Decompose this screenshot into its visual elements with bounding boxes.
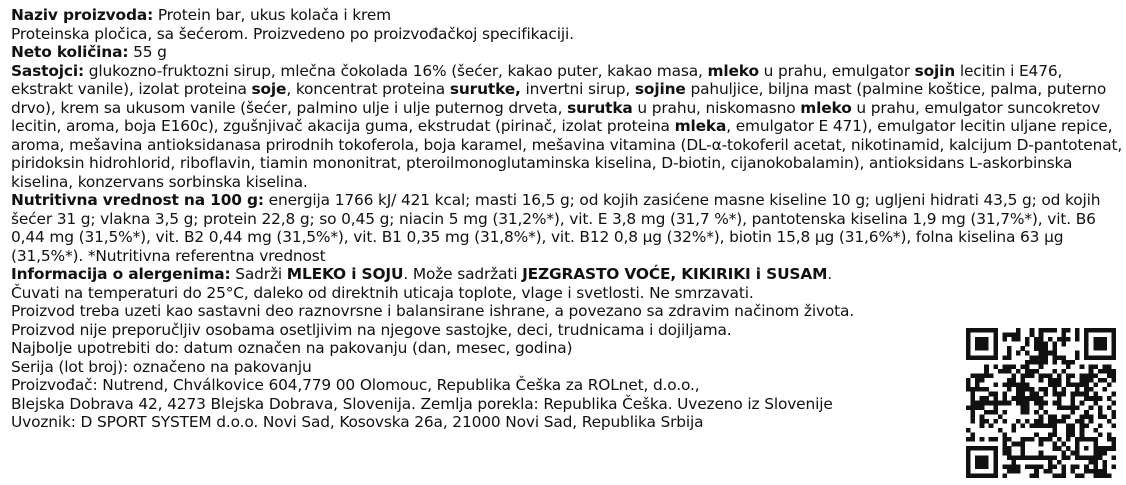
nutrition-values: energija 1766 kJ/ 421 kcal; masti 16,5 g; od kojih zasićene masne kiseline 10 g; ugljeni hidrati 43,5 g; od kojih šećer 31 g; vlakna 3,5 g; protein 22,8 g; so 0,45 g; niacin 5 mg (31,2%*), vit. E 3,8 mg (31,7 %*), pantotenska kiselina 1,9 mg (31,7%*), vit. B6 0,44 mg (31,5%*), vit. B2 0,44 mg (31,5%*), vit. B1 0,35 mg (31,8%*), vit. B12 0,8 µg (32%*), biotin 15,8 µg (31,6%*), folna kiselina 63 µg (31,5%*). *Nutritivna referentna vrednost — [11, 191, 1101, 265]
storage-instructions: Čuvati na temperaturi do 25°C, daleko od direktnih uticaja toplote, vlage i svetlosti. Ne smrzavati. — [11, 283, 754, 302]
ingredients — [11, 62, 1123, 192]
allergen-contains-text: Sadrži — [230, 265, 287, 283]
nutrition-facts — [11, 191, 1123, 265]
allergen-may-contain: JEZGRASTO VOĆE, KIKIRIKI i SUSAM — [522, 265, 828, 283]
allergen-milk: mleka — [674, 117, 727, 135]
importer: Uvoznik: D SPORT SYSTEM d.o.o. Novi Sad, Kosovska 26a, 21000 Novi Sad, Republika Srbija — [11, 413, 704, 431]
producer: Proizvođač: Nutrend, Chválkovice 604,779 00 Olomouc, Republika Češka za ROLnet, d.o.o., — [11, 376, 700, 394]
allergen-contains: MLEKO i SOJU — [286, 265, 404, 283]
allergen-whey: surutke, — [449, 80, 521, 98]
ingredients-text: pahuljice, biljna mast (palmine koštice, palma, puterno drvo), krem sa ukusom vanile (šećer, palmino ulje i ulje puternog drveta, — [11, 80, 1107, 117]
product-description: Proteinska pločica, sa šećerom. Proizvedeno po proizvođačkoj specifikaciji. — [11, 24, 574, 43]
allergen-soy: sojine — [634, 80, 686, 98]
nutrition-label: Nutritivna vrednost na 100 g: — [11, 191, 264, 209]
allergen-info — [11, 265, 956, 284]
ingredients-text: , emulgator E 471), emulgator lecitin uljane repice, aroma, mešavina antioksidanasa prirodnih tokoferola, boja karamel, mešavina vitamina (DL-α-tokoferil acetat, nikotinamid, kalcijum D-pantotenat, piridoksin hidrohlorid, riboflavin, tiamin mononitrat, pteroilmonoglutaminska kiselina, D-biotin, cijanokobalamin), antioksidans L-askorbinska kiselina, konzervans sorbinska kiselina. — [11, 117, 1123, 191]
allergen-soy: sojin — [914, 61, 956, 80]
ingredients-text: u prahu, niskomasno — [632, 98, 801, 117]
ingredients-text: invertni sirup, — [520, 80, 635, 98]
ingredients-text: , koncentrat proteina — [286, 80, 450, 98]
best-before: Najbolje upotrebiti do: datum označen na pakovanju (dan, mesec, godina) — [11, 339, 573, 357]
producer-address: Blejska Dobrava 42, 4273 Blejska Dobrava, Slovenija. Zemlja porekla: Republika Češka. Uvezeno iz Slovenije — [11, 394, 833, 413]
ingredients-label: Sastojci: — [11, 61, 85, 80]
allergen-milk: mleko — [800, 98, 852, 117]
product-name-line — [11, 6, 1123, 25]
warning-note: Proizvod nije preporučljiv osobama osetljivim na njegove sastojke, deci, trudnicama i dojiljama. — [11, 320, 732, 339]
net-quantity-line — [11, 43, 1123, 62]
allergen-milk: mleko — [707, 61, 759, 80]
qr-code-icon[interactable] — [966, 328, 1116, 478]
allergen-end: . — [827, 265, 833, 283]
allergen-may-text: . Može sadržati — [403, 265, 523, 283]
allergen-soy: soje — [251, 80, 287, 98]
allergen-info-label: Informacija o alergenima: — [11, 265, 231, 283]
diet-note: Proizvod treba uzeti kao sastavni deo raznovrsne i balansirane ishrane, a povezano sa zdravim načinom života. — [11, 302, 855, 320]
product-name-value: Protein bar, ukus kolača i krem — [153, 6, 391, 24]
ingredients-text: glukozno-fruktozni sirup, mlečna čokolada 16% (šećer, kakao puter, kakao masa, — [84, 61, 708, 80]
allergen-whey: surutka — [567, 98, 633, 117]
product-label — [11, 6, 1123, 432]
ingredients-text: lecitin i E476, ekstrakt vanile), izolat proteina — [11, 61, 1063, 98]
ingredients-text: u prahu, emulgator — [758, 61, 915, 80]
lot-number: Serija (lot broj): označeno na pakovanju — [11, 357, 312, 376]
product-name-label: Naziv proizvoda: — [11, 6, 154, 24]
ingredients-text: u prahu, emulgator suncokretov lecitin, aroma, boja E160c), zgušnjivač akacija guma, ekstrudat (pirinač, izolat proteina — [11, 98, 1101, 135]
net-quantity-value: 55 g — [128, 43, 167, 61]
net-quantity-label: Neto količina: — [11, 43, 129, 61]
